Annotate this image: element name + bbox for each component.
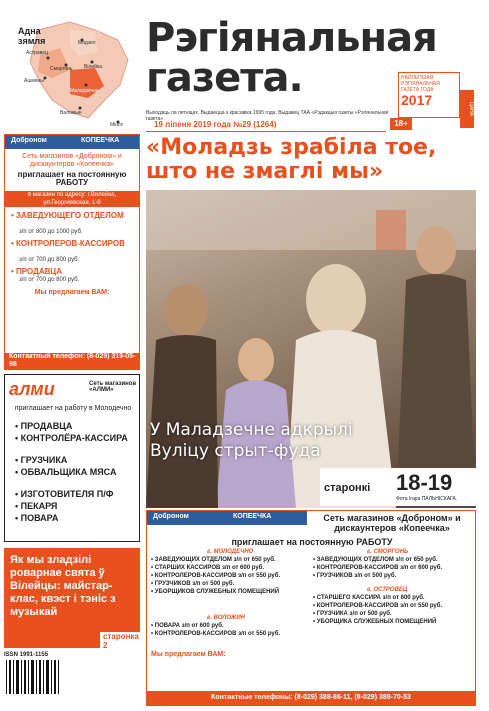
map-city-label: Валожын [60,110,82,116]
map-title [18,26,58,46]
city-heading: г. СМОРГОНЬ [367,549,409,555]
city-heading: г. МОЛОДЕЧНО [207,549,254,555]
almi-job: • КОНТРОЛЁРА-КАССИРА [15,433,128,443]
dobronom-logo: Доброном [153,513,189,520]
bottom-job: • КОНТРОЛЕРОВ-КАССИРОВ з/п от 550 руб. [313,603,443,609]
almi-job: • ПРОДАВЦА [15,421,73,431]
barcode [4,652,84,704]
ad-contact[interactable]: Контактный телефон: (8-029) 319-05-98 [5,353,139,369]
masthead-subtitle: Выходзіць па пятніцах. Выдаецца з красавіка 1995 года. Выдавец ТАА «Рэдакцыя газеты «Рэгіянальная газета» [146,110,389,122]
city-heading: г. ОСТРОВЕЦ [367,587,408,593]
award-text: НАЙЛЕПШАЯ РЭГІЯНАЛЬНАЯ ГАЗЕТА ГОДА [401,75,440,93]
almi-job: • ГРУЗЧИКА [15,455,68,465]
kopeechka-logo: КОПЕЕЧКА [233,513,272,520]
bottom-job: • ЗАВЕДУЮЩИХ ОТДЕЛОМ з/п от 650 руб. [151,557,276,563]
bottom-job: • УБОРЩИКА СЛУЖЕБНЫХ ПОМЕЩЕНИЙ [313,619,437,625]
price-tag: ЦАНА [460,90,474,128]
promo-bike-festival[interactable] [4,548,140,648]
bottom-job: • ГРУЗЧИКА з/п от 500 руб. [313,611,392,617]
issue-date: 19 ліпеня 2019 года №29 (1264) [154,120,277,129]
bottom-job: • ЗАВЕДУЮЩИХ ОТДЕЛОМ з/п от 650 руб. [313,557,438,563]
photo-caption-line2: Вуліцу стрыт-фуда [150,441,321,461]
award-badge [398,72,460,118]
almi-network: Сеть магазинов «АЛМИ» [89,381,137,393]
pages-word: старонкі [324,482,371,494]
bottom-job: • УБОРЩИКОВ СЛУЖЕБНЫХ ПОМЕЩЕНИЙ [151,589,280,595]
promo-page-ref: старонка 2 [100,632,142,650]
newspaper-title-line1: Рэгіянальная [146,15,437,61]
issn-label: ISSN 1991-1155 [4,652,49,658]
city-heading: г. ВОЛОЖИН [207,615,246,621]
bottom-ad-logo-bar [147,511,307,525]
award-year: 2017 [401,92,433,108]
job-title: • ЗАВЕДУЮЩЕГО ОТДЕЛОМ [11,211,124,220]
pages-reference[interactable] [320,468,476,506]
photo-caption-line1: У Маладзечне адкрылі [150,420,353,440]
map-shape [0,0,140,128]
photo-caption [150,420,410,462]
job-title: • КОНТРОЛЕРОВ-КАССИРОВ [11,239,125,248]
bottom-job: • СТАРШЕГО КАССИРА з/п от 600 руб. [313,595,425,601]
pages-number: 18-19 [396,470,453,495]
photo-credit: Фота Ігара ПАЛЬНІСКАГА. [396,496,458,502]
almi-job: • ПЕКАРЯ [15,501,58,511]
ad-offer: Мы предлагаем ВАМ: [34,289,110,296]
map-city-label: Смаргонь [50,66,73,72]
almi-job: • ПОВАРА [15,513,59,523]
bottom-job: • СТАРШИХ КАССИРОВ з/п от 600 руб. [151,565,265,571]
bottom-ad-contact[interactable]: Контактные телефоны: (8-029) 388-86-11, (8-029) 388-70-53 [147,691,475,705]
newspaper-title-line2: газета. [146,55,303,101]
ad-location: в магазин по адресу: г.Вилейка, ул.Георгиевская, 1-б [5,191,139,207]
map-title-line2: зямля [18,36,46,46]
date-bar [146,118,386,132]
job-pay: з/п от 800 до 1000 руб. [19,229,83,235]
ad-almi[interactable] [4,374,140,542]
bottom-job: • ГРУЗЧИКОВ з/п от 500 руб. [151,581,235,587]
job-pay: з/п от 700 до 800 руб. [19,257,80,263]
bottom-job: • ГРУЗЧИКОВ з/п от 500 руб. [313,573,397,579]
promo-text: Як мы зладзілі роварнае свята ў Вілейцы: майстар-клас, квэст і тэніс з музыкай [10,554,116,618]
ad-dobronom-bottom[interactable] [146,510,476,706]
main-headline[interactable]: «Моладзь зрабіла тое, што не змаглі мы» [146,135,437,184]
almi-logo: алми [9,379,55,399]
almi-job: • ИЗГОТОВИТЕЛЯ П/Ф [15,489,114,499]
bottom-ad-intro: Сеть магазинов «Доброном» и дискаунтеров «Копеечка» [323,513,461,533]
map-city-label: Вілейка [84,64,103,70]
bottom-job: • КОНТРОЛЕРОВ-КАССИРОВ з/п от 550 руб. [151,631,281,637]
bottom-job: • ПОВАРА з/п от 600 руб. [151,623,224,629]
almi-job: • ОБВАЛЬЩИКА МЯСА [15,467,117,477]
bottom-ad-invite: приглашает на постоянную РАБОТУ [231,537,393,547]
kopeechka-logo: КОПЕЕЧКА [81,137,120,144]
age-rating-badge: 18+ [390,118,412,130]
map-city-label: Мядзел [78,40,96,46]
bottom-job: • КОНТРОЛЕРОВ-КАССИРОВ з/п от 550 руб. [151,573,281,579]
map-city-label: Мінск [110,122,123,128]
ad-logo-bar [5,135,139,149]
ad-dobronom-vileyka[interactable] [4,134,140,370]
job-title: • ПРОДАВЦА [11,267,62,276]
map-city-label: Маладзечна [70,88,99,94]
map-title-line1: Адна [18,26,41,36]
dobronom-logo: Доброном [11,137,47,144]
job-pay: з/п от 700 до 800 руб. [19,277,80,283]
bottom-ad-offer: Мы предлагаем ВАМ: [151,651,226,658]
ad-intro: Сеть магазинов «Доброном» и дискаунтеров «Копеечка» [22,153,122,168]
map-city-label: Астравец [26,50,48,56]
region-map [0,0,140,128]
map-city-label: Ашмяны [24,78,44,84]
bottom-job: • КОНТРОЛЕРОВ-КАССИРОВ з/п от 600 руб. [313,565,443,571]
barcode-icon [4,658,64,698]
almi-invite: приглашает на работу в Молодечно [14,405,132,412]
ad-invite: приглашает на постоянную РАБОТУ [17,170,127,187]
